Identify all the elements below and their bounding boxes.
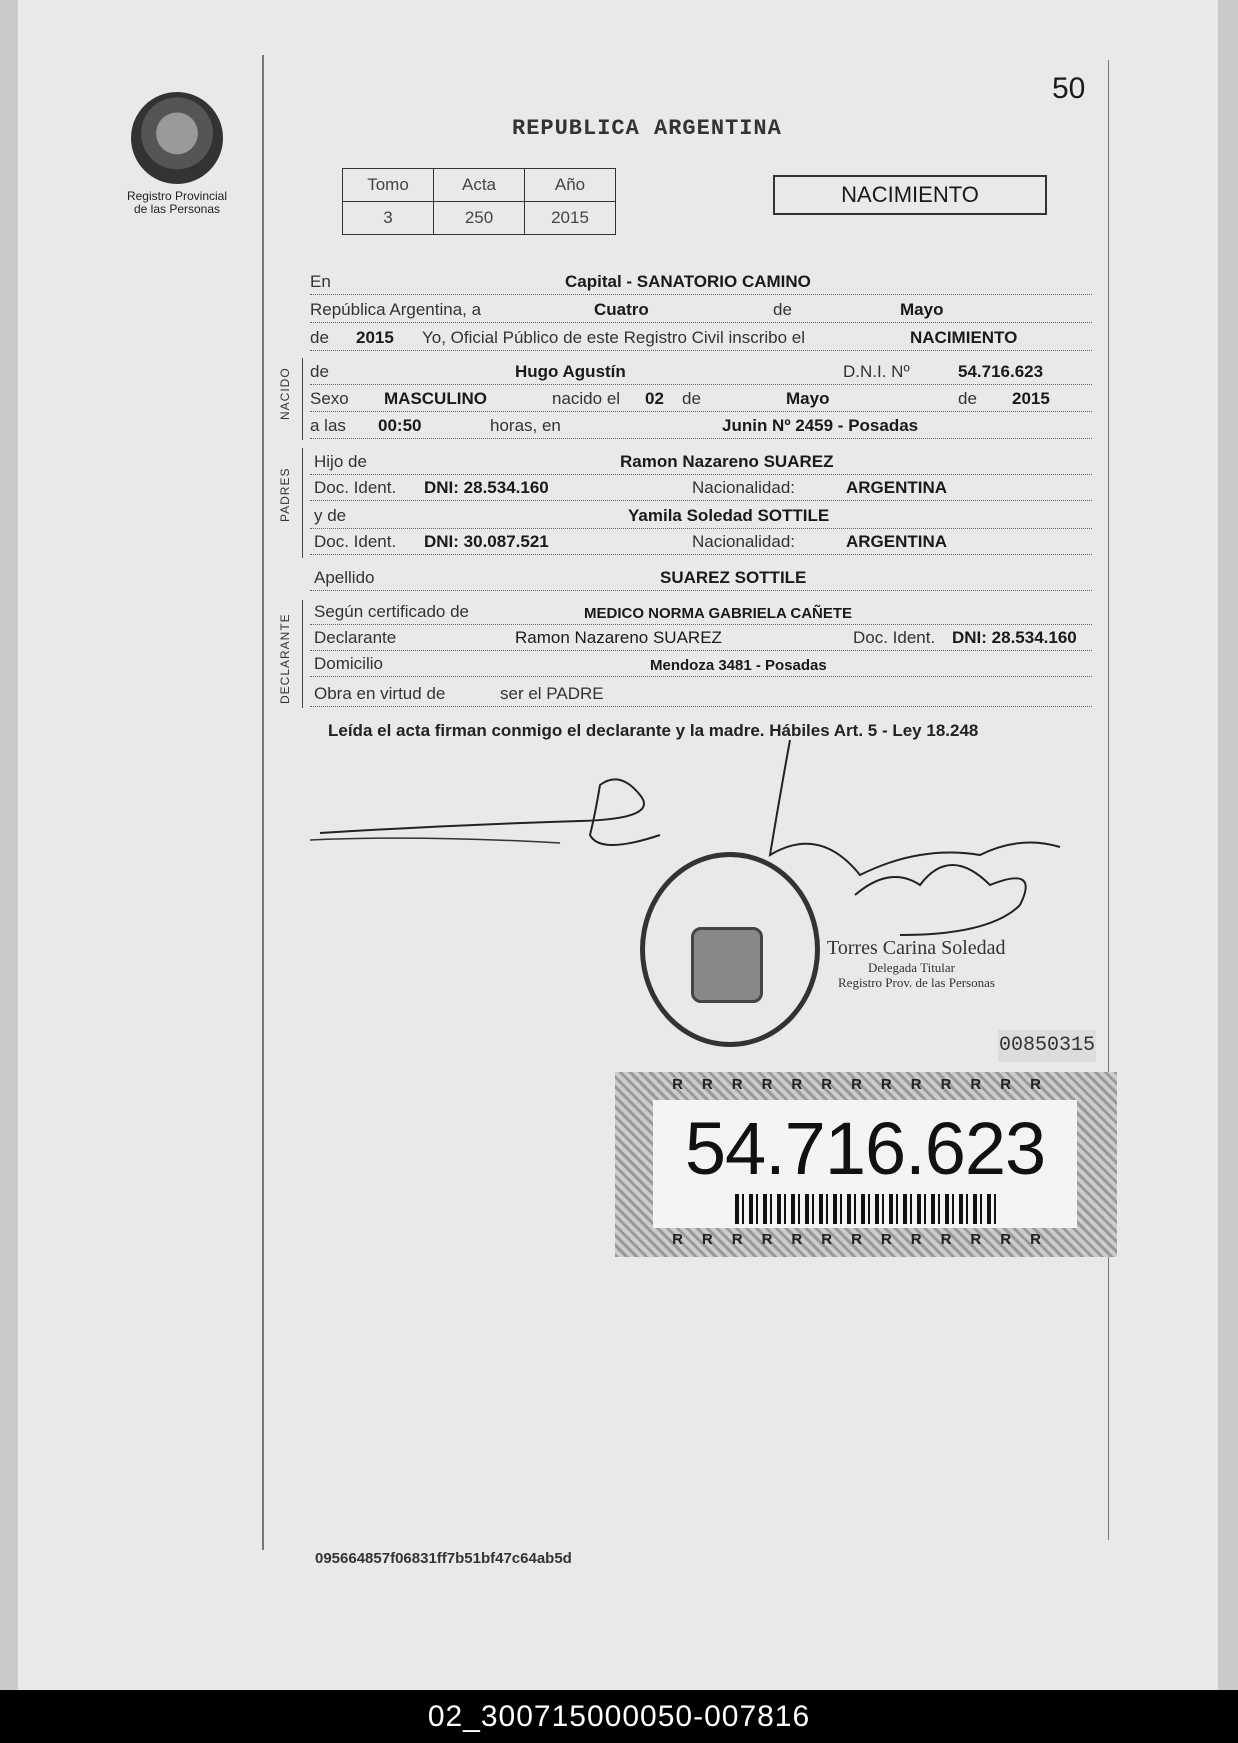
value-lugar: Capital - SANATORIO CAMINO (565, 272, 811, 291)
record-table (342, 168, 616, 235)
logo-caption-line1: Registro Provincial (126, 189, 228, 203)
logo-caption-line2: de las Personas (133, 202, 221, 216)
value-dia-nac: 02 (645, 389, 664, 408)
right-margin-line (1108, 60, 1109, 1540)
signature-stroke (310, 838, 560, 843)
section-nacido: NACIDO (278, 367, 292, 420)
value-domicilio-nac: Junin Nº 2459 - Posadas (722, 416, 919, 435)
label-yo-oficial: Yo, Oficial Público de este Registro Civil inscribo el (422, 328, 805, 347)
signature-delegada (770, 740, 1060, 875)
province-seal-icon (131, 92, 223, 184)
label-domicilio: Domicilio (314, 654, 383, 673)
section-declarante: DECLARANTE (278, 613, 292, 704)
row-certificado (310, 598, 1092, 625)
r-strip-top: RRRRRRRRRRRRR (672, 1076, 1060, 1093)
row-sexo (310, 385, 1092, 412)
value-padre: Ramon Nazareno SUAREZ (620, 452, 834, 471)
row-padre-doc (310, 474, 1092, 501)
value-declarante-dni: DNI: 28.534.160 (952, 628, 1077, 647)
label-de-mes: de (682, 389, 701, 408)
row-domicilio (310, 650, 1092, 677)
label-y-de: y de (314, 506, 347, 525)
section-padres: PADRES (278, 467, 292, 522)
header-tomo: Tomo (343, 169, 434, 202)
dni-inner (653, 1100, 1077, 1228)
label-horas-en: horas, en (490, 416, 561, 435)
row-madre (310, 502, 1092, 529)
header-acta: Acta (434, 169, 525, 202)
label-de-anio: de (958, 389, 977, 408)
value-madre: Yamila Soledad SOTTILE (628, 506, 830, 525)
value-mes-nac: Mayo (786, 389, 830, 408)
label-hijo-de: Hijo de (314, 452, 367, 471)
signature-declarante (320, 779, 660, 845)
signature-loop (855, 865, 1026, 935)
scan-id-bar: 02_300715000050-007816 (0, 1690, 1238, 1743)
nacido-bracket (302, 358, 303, 440)
r-strip-bottom: RRRRRRRRRRRRR (672, 1231, 1060, 1248)
value-anio: 2015 (356, 328, 394, 347)
row-inscripcion (310, 324, 1092, 351)
dni-number: 54.716.623 (684, 1107, 1046, 1190)
row-hora (310, 412, 1092, 439)
value-anio: 2015 (525, 202, 616, 235)
row-obra (310, 680, 1092, 707)
label-obra: Obra en virtud de (314, 684, 446, 703)
value-madre-dni: DNI: 30.087.521 (424, 532, 549, 551)
registry-logo (122, 92, 232, 216)
document-title: REPUBLICA ARGENTINA (512, 116, 782, 141)
value-dni: 54.716.623 (958, 362, 1044, 381)
label-nacido-el: nacido el (552, 389, 621, 408)
row-declarante (310, 624, 1092, 651)
value-dia-letras: Cuatro (594, 300, 649, 319)
value-mes: Mayo (900, 300, 944, 319)
value-anio-nac: 2015 (1012, 389, 1050, 408)
value-declarante-domicilio: Mendoza 3481 - Posadas (650, 657, 827, 674)
padres-bracket (302, 448, 303, 558)
row-apellido (310, 564, 1092, 591)
header-anio: Año (525, 169, 616, 202)
value-acta: 250 (434, 202, 525, 235)
record-type-box: NACIMIENTO (773, 175, 1047, 215)
label-en: En (310, 272, 331, 291)
legal-text: Leída el acta firman conmigo el declarante y la madre. Hábiles Art. 5 - Ley 18.248 (328, 721, 979, 740)
label-dni: D.N.I. Nº (843, 362, 910, 381)
value-sexo: MASCULINO (384, 389, 487, 408)
stamp-crest-icon (691, 927, 763, 1003)
signatory-org: Registro Prov. de las Personas (838, 975, 995, 990)
value-tipo: NACIMIENTO (910, 328, 1018, 347)
label-sexo: Sexo (310, 389, 349, 408)
label-segun-cert: Según certificado de (314, 602, 469, 621)
label-apellido: Apellido (314, 568, 375, 587)
label-de: de (773, 300, 792, 319)
value-obra: ser el PADRE (500, 684, 604, 703)
barcode-icon (735, 1194, 997, 1224)
label-republica: República Argentina, a (310, 300, 482, 319)
row-lugar (310, 268, 1092, 295)
row-madre-doc (310, 528, 1092, 555)
official-stamp (640, 852, 820, 1047)
row-padre (310, 448, 1092, 475)
left-margin-line (262, 55, 264, 1550)
page-number: 50 (1052, 72, 1086, 105)
label-doc-ident-3: Doc. Ident. (853, 628, 936, 647)
value-hora: 00:50 (378, 416, 422, 435)
signatory-role: Delegada Titular (868, 960, 956, 975)
value-declarante: Ramon Nazareno SUAREZ (515, 628, 722, 647)
declarante-bracket (302, 600, 303, 708)
label-doc-ident-1: Doc. Ident. (314, 478, 397, 497)
value-padre-nac: ARGENTINA (846, 478, 948, 497)
value-padre-dni: DNI: 28.534.160 (424, 478, 549, 497)
row-fecha (310, 296, 1092, 323)
signatory-name: Torres Carina Soledad (827, 937, 1006, 959)
label-nacionalidad-2: Nacionalidad: (692, 532, 796, 551)
label-de-nombre: de (310, 362, 329, 381)
value-nombre: Hugo Agustín (515, 362, 626, 381)
label-de2: de (310, 328, 329, 347)
label-declarante: Declarante (314, 628, 397, 647)
document-hash: 095664857f06831ff7b51bf47c64ab5d (315, 1550, 572, 1567)
label-doc-ident-2: Doc. Ident. (314, 532, 397, 551)
label-nacionalidad-1: Nacionalidad: (692, 478, 796, 497)
value-tomo: 3 (343, 202, 434, 235)
logo-caption (122, 190, 232, 216)
value-madre-nac: ARGENTINA (846, 532, 948, 551)
dni-label (615, 1072, 1117, 1257)
row-nombre (310, 358, 1092, 385)
value-apellido: SUAREZ SOTTILE (660, 568, 807, 587)
label-a-las: a las (310, 416, 346, 435)
serial-number: 00850315 (998, 1030, 1096, 1062)
value-certificado: MEDICO NORMA GABRIELA CAÑETE (584, 605, 853, 622)
